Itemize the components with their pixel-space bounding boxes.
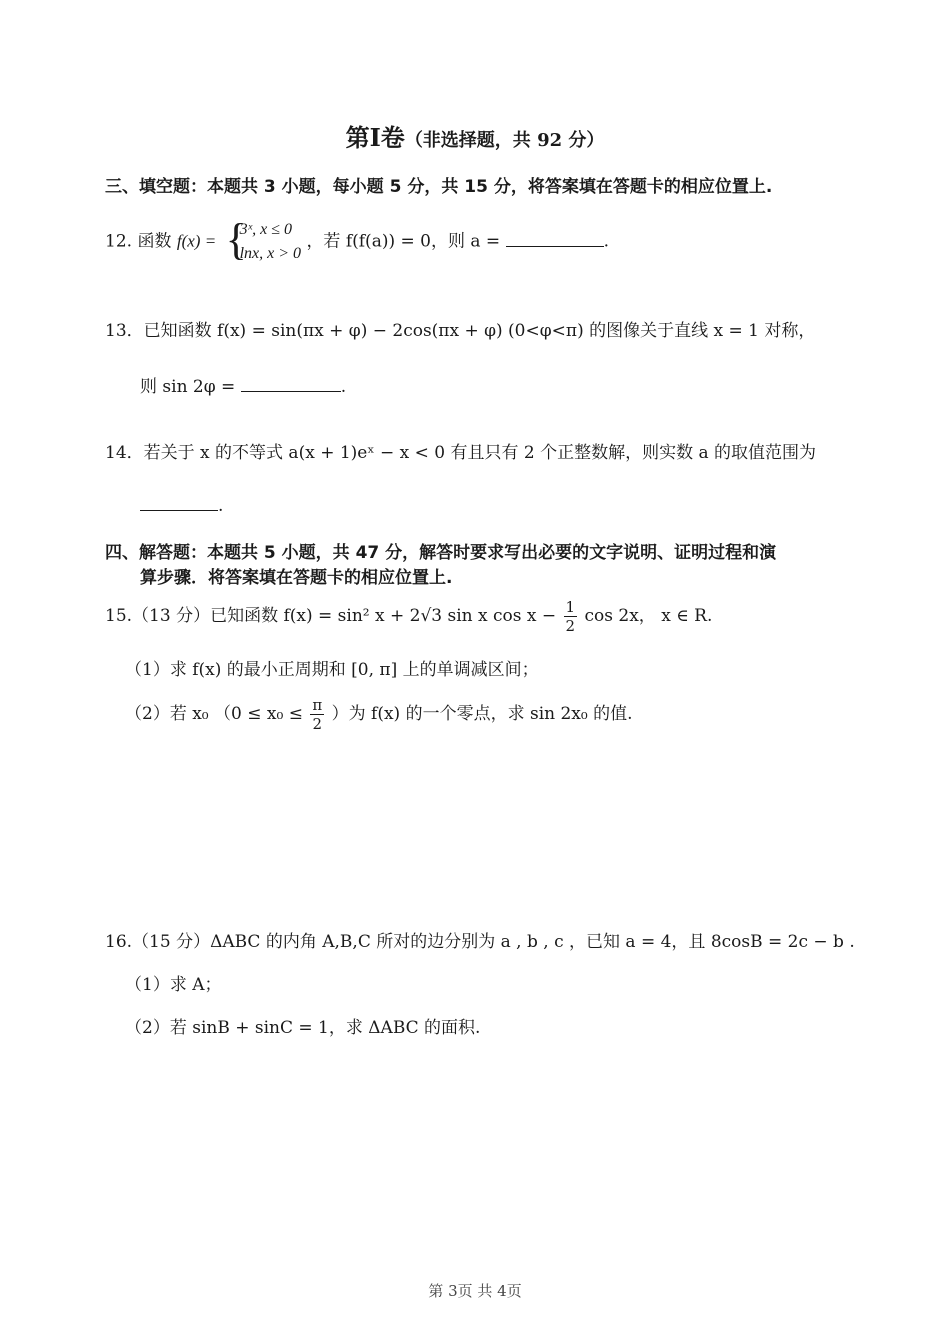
q15-frac-num: 1 — [565, 598, 576, 616]
q15-frac-den: 2 — [565, 617, 576, 635]
paper-title-main: 第Ⅰ卷 — [345, 123, 405, 152]
q12-number: 12. — [105, 231, 133, 252]
q14-line-1: 14．若关于 x 的不等式 a(x + 1)eˣ − x < 0 有且只有 2 个正整数解，则实数 a 的取值范围为 — [105, 443, 817, 463]
q14-line-2 — [140, 492, 223, 516]
q12-end: . — [603, 231, 609, 252]
q12-condition: ，若 f(f(a)) = 0，则 a = — [306, 231, 501, 252]
q16-part-2: （2）若 sinB + sinC = 1，求 ΔABC 的面积. — [125, 1018, 481, 1038]
q15-fraction — [564, 598, 578, 635]
q12-func: f(x) = — [176, 231, 217, 251]
q12-lead: 函数 — [137, 231, 172, 252]
q13-line-1: 13．已知函数 f(x) = sin(πx + φ) − 2cos(πx + φ) (0<φ<π) 的图像关于直线 x = 1 对称， — [105, 321, 816, 341]
q15-part-1: （1）求 f(x) 的最小正周期和 [0, π] 上的单调减区间； — [125, 660, 539, 680]
q13-line-2 — [140, 372, 346, 397]
paper-title — [0, 118, 950, 153]
q12-piecewise — [225, 215, 302, 266]
q16-stem: 16.（15 分）ΔABC 的内角 A,B,C 所对的边分别为 a , b , c ，已知 a = 4，且 8cosB = 2c − b . — [105, 932, 855, 952]
q12-case-2: lnx, x > 0 — [239, 245, 302, 262]
page-footer: 第 3页 共 4页 — [428, 1282, 522, 1300]
q16-part-1: （1）求 A； — [125, 975, 222, 995]
brace-symbol: { — [225, 215, 247, 264]
q15-stem — [105, 598, 712, 635]
q15-part2-lead: （2）若 x₀ （0 ≤ x₀ ≤ — [125, 704, 303, 724]
q12-answer-blank[interactable] — [506, 228, 604, 247]
q12-case-1: 3ˣ, x ≤ 0 — [239, 221, 292, 238]
q14-answer-blank[interactable] — [140, 492, 218, 511]
section-4-heading-line-2: 算步骤．将答案填在答题卡的相应位置上. — [140, 568, 453, 588]
section-3-heading: 三、填空题：本题共 3 小题，每小题 5 分，共 15 分，将答案填在答题卡的相应位置上. — [105, 177, 773, 197]
q14-end: . — [218, 496, 224, 516]
q15-part2-tail: ）为 f(x) 的一个零点，求 sin 2x₀ 的值. — [331, 704, 633, 724]
q15-part2-fraction — [310, 696, 324, 733]
question-12 — [105, 215, 609, 266]
q13-answer-blank[interactable] — [241, 373, 341, 392]
q15-lead: 15.（13 分）已知函数 f(x) = sin² x + 2√3 sin x cos x − — [105, 606, 557, 626]
q13-lead: 则 sin 2φ = — [140, 377, 236, 397]
q15-part-2 — [125, 696, 633, 733]
q15-part2-frac-den: 2 — [312, 715, 323, 733]
q13-end: . — [340, 377, 347, 397]
section-4-heading-line-1: 四、解答题：本题共 5 小题，共 47 分，解答时要求写出必要的文字说明、证明过程和演 — [105, 543, 777, 563]
paper-title-sub: （非选择题，共 92 分） — [404, 130, 605, 151]
q15-tail: cos 2x， x ∈ R. — [584, 606, 713, 626]
q15-part2-frac-num: π — [312, 696, 323, 714]
